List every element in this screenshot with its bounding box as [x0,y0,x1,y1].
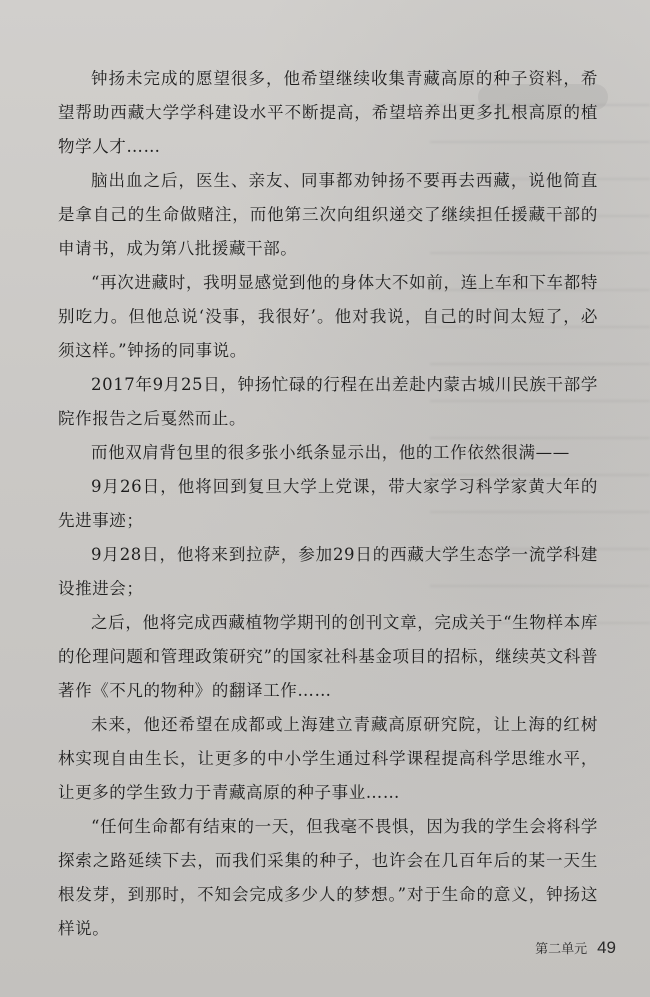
paragraph: 钟扬未完成的愿望很多，他希望继续收集青藏高原的种子资料，希望帮助西藏大学学科建设水平不断提高，希望培养出更多扎根高原的植物学人才…… [58,69,598,156]
article-body [58,62,598,946]
paragraph: “再次进藏时，我明显感觉到他的身体大不如前，连上车和下车都特别吃力。但他总说‘没事，我很好’。他对我说，自己的时间太短了，必须这样。”钟扬的同事说。 [58,273,598,360]
unit-label: 第二单元 [535,942,588,957]
page-footer [535,938,616,958]
paragraph: 9月28日，他将来到拉萨，参加29日的西藏大学生态学一流学科建设推进会； [58,545,598,598]
paragraph: 之后，他将完成西藏植物学期刊的创刊文章，完成关于“生物样本库的伦理问题和管理政策研究”的国家社科基金项目的招标，继续英文科普著作《不凡的物种》的翻译工作…… [58,613,598,700]
paragraph: “任何生命都有结束的一天，但我毫不畏惧，因为我的学生会将科学探索之路延续下去，而我们采集的种子，也许会在几百年后的某一天生根发芽，到那时，不知会完成多少人的梦想。”对于生命的意义，钟扬这样说。 [58,817,598,938]
paragraph: 2017年9月25日，钟扬忙碌的行程在出差赴内蒙古城川民族干部学院作报告之后戛然而止。 [58,375,598,428]
page-number: 49 [597,938,616,957]
paragraph: 9月26日，他将回到复旦大学上党课，带大家学习科学家黄大年的先进事迹； [58,477,598,530]
paragraph: 未来，他还希望在成都或上海建立青藏高原研究院，让上海的红树林实现自由生长，让更多的中小学生通过科学课程提高科学思维水平，让更多的学生致力于青藏高原的种子事业…… [58,715,598,802]
paragraph: 脑出血之后，医生、亲友、同事都劝钟扬不要再去西藏，说他简直是拿自己的生命做赌注，而他第三次向组织递交了继续担任援藏干部的申请书，成为第八批援藏干部。 [58,171,598,258]
paragraph: 而他双肩背包里的很多张小纸条显示出，他的工作依然很满—— [91,443,570,462]
